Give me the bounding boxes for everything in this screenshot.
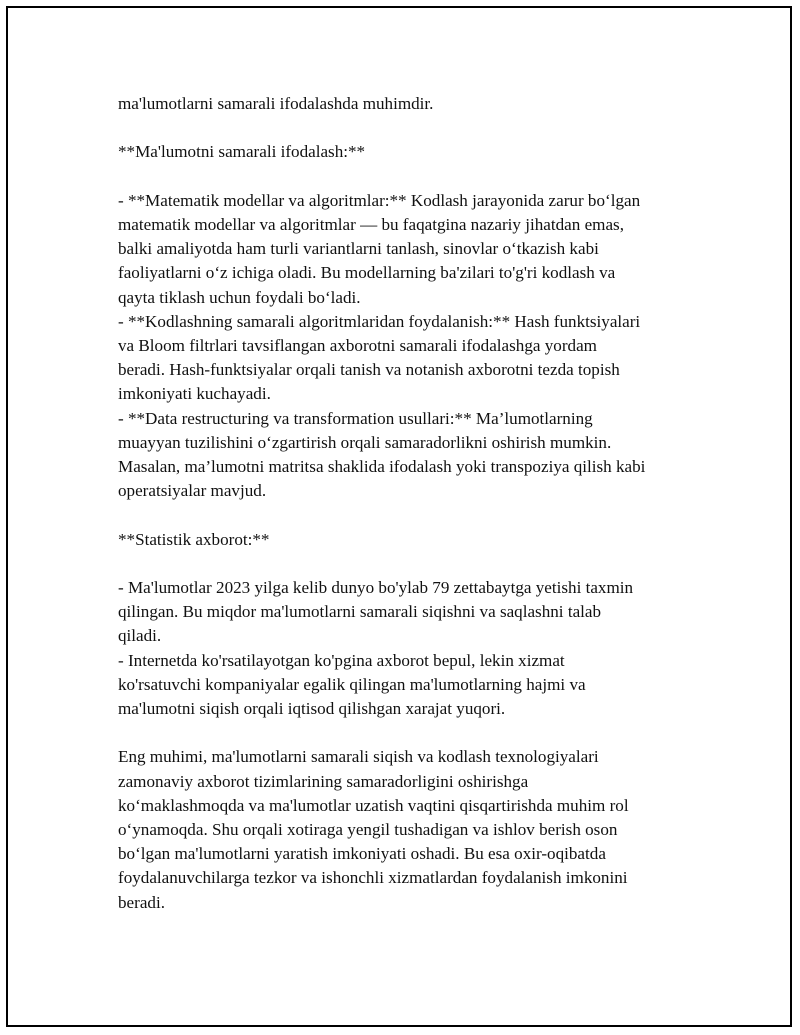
paragraph-conclusion: Eng muhimi, ma'lumotlarni samarali siqish va kodlash texnologiyalari zamonaviy axborot tizimlarining samaradorligini oshirishga ko‘maklashmoqda va ma'lumotlar uzatish vaqtini qisqartirishda muhim rol o‘ynamoqda. Shu orqali xotiraga yengil tushadigan va ishlov berish oson bo‘lgan ma'lumotlarni yaratish imkoniyati oshadi. Bu esa oxir-oqibatda foydalanuvchilarga tezkor va ishonchli xizmatlardan foydalanish imkonini beradi. bbox=[118, 747, 629, 912]
list-item-zettabytes: - Ma'lumotlar 2023 yilga kelib dunyo bo'ylab 79 zettabaytga yetishi taxmin qilingan. Bu miqdor ma'lumotlarni samarali siqishni va saqlashni talab qiladi. bbox=[118, 578, 634, 646]
heading-statistics: **Statistik axborot:** bbox=[118, 529, 270, 549]
blank-line bbox=[118, 721, 688, 745]
document-body bbox=[118, 92, 688, 915]
list-item-efficient-algorithms: - **Kodlashning samarali algoritmlaridan foydalanish:** Hash funktsiyalari va Bloom filtrlari tavsiflangan axborotni samarali ifodalashga yordam beradi. Hash-funktsiyalar orqali tanish va notanish axborotni tezda topish imkoniyati kuchayadi. bbox=[118, 311, 641, 404]
list-item-internet-costs: - Internetda ko'rsatilayotgan ko'pgina axborot bepul, lekin xizmat ko'rsatuvchi kompaniyalar egalik qilingan ma'lumotlarning hajmi va ma'lumotni siqish orqali iqtisod qilishgan xarajat yuqori. bbox=[118, 650, 586, 719]
blank-line bbox=[118, 503, 688, 527]
blank-line bbox=[118, 116, 688, 140]
list-item-math-models: - **Matematik modellar va algoritmlar:** Kodlash jarayonida zarur bo‘lgan matematik modellar va algoritmlar — bu faqatgina nazariy jihatdan emas, balki amaliyotda ham turli variantlarni tanlash, sinovlar o‘tkazish kabi faoliyatlarni o‘z ichiga oladi. Bu modellarning ba'zilari to'g'ri kodlash va qayta tiklash uchun foydali bo‘ladi. bbox=[118, 190, 641, 307]
heading-efficient-representation: **Ma'lumotni samarali ifodalash:** bbox=[118, 142, 366, 162]
paragraph-continuation: ma'lumotlarni samarali ifodalashda muhimdir. bbox=[118, 94, 434, 113]
list-item-data-restructuring: - **Data restructuring va transformation usullari:** Ma’lumotlarning muayyan tuzilishini o‘zgartirish orqali samaradorlikni oshirish mumkin. Masalan, ma’lumotni matritsa shaklida ifodalash yoki transpoziya qilish kabi operatsiyalar mavjud. bbox=[118, 408, 646, 501]
blank-line bbox=[118, 552, 688, 576]
blank-line bbox=[118, 165, 688, 189]
